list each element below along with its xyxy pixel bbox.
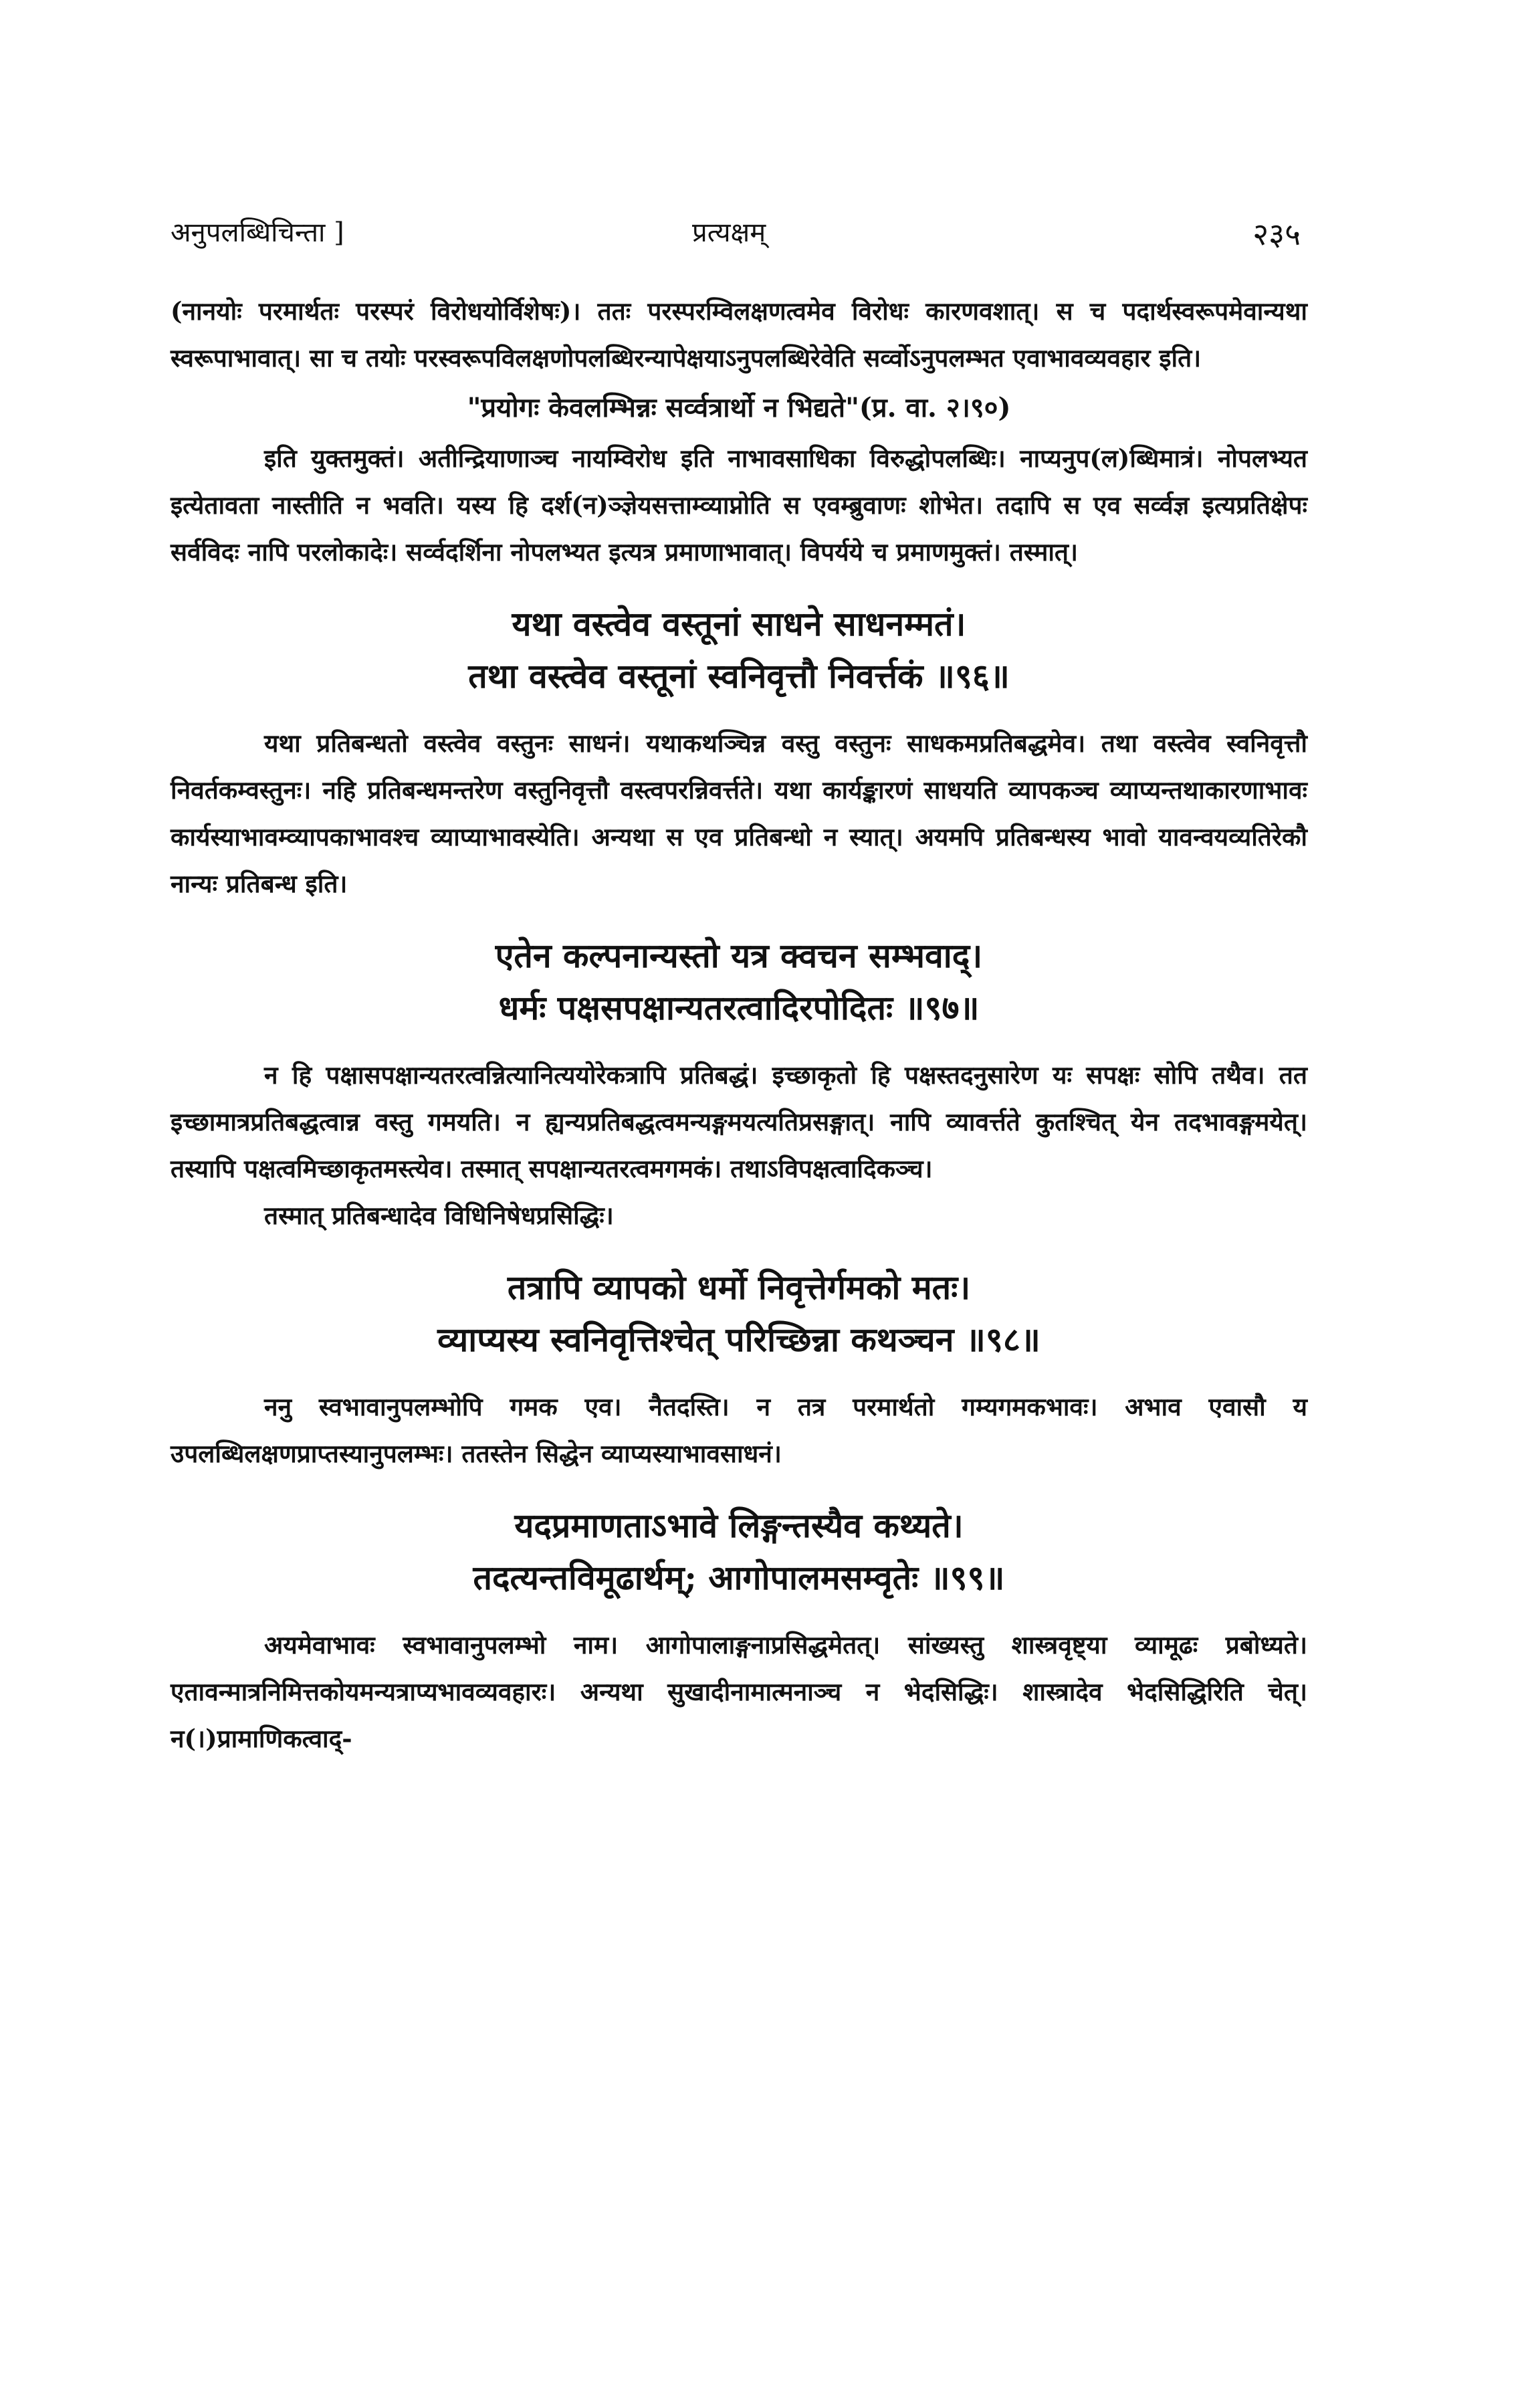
verse-line: तथा वस्त्वेव वस्तूनां स्वनिवृत्तौ निवर्त्तकं ॥९६॥	[468, 656, 1010, 696]
commentary-paragraph: ननु स्वभावानुपलम्भोपि गमक एव। नैतदस्ति। न तत्र परमार्थतो गम्यगमकभावः। अभाव एवासौ य उपलब्धिलक्षणप्राप्तस्यानुपलम्भः। ततस्तेन सिद्धेन व्याप्यस्याभावसाधनं।	[171, 1392, 1307, 1468]
page-number: २३५	[1252, 216, 1301, 252]
verse-line: धर्मः पक्षसपक्षान्यतरत्वादिरपोदितः ॥९७॥	[498, 988, 980, 1027]
commentary-paragraph: इति युक्तमुक्तं। अतीन्द्रियाणाञ्च नायम्विरोध इति नाभावसाधिका विरुद्धोपलब्धिः। नाप्यनुप(ल)ब्धिमात्रं। नोपलभ्यत इत्येतावता नास्तीति न भवति। यस्य हि दर्श(न)ञ्ज्ञेयसत्ताम्व्याप्नोति स एवम्ब्रुवाणः शोभेत। तदापि स एव सर्व्वज्ञ इत्यप्रतिक्षेपः सर्वविदः नापि परलोकादेः। सर्व्वदर्शिना नोपलभ्यत इत्यत्र प्रमाणाभावात्। विपर्यये च प्रमाणमुक्तं। तस्मात्।	[171, 443, 1307, 567]
quoted-verse: "प्रयोगः केवलम्भिन्नः सर्व्वत्रार्थो न भिद्यते"(प्र. वा. २।९०)	[467, 392, 1011, 423]
page-body	[171, 288, 1307, 1762]
commentary-paragraph: यथा प्रतिबन्धतो वस्त्वेव वस्तुनः साधनं। यथाकथञ्चिन्न वस्तु वस्तुनः साधकमप्रतिबद्धमेव। तथा वस्त्वेव स्वनिवृत्तौ निवर्तकम्वस्तुनः। नहि प्रतिबन्धमन्तरेण वस्तुनिवृत्तौ वस्त्वपरन्निवर्त्तते। यथा कार्यङ्कारणं साधयति व्यापकञ्च व्याप्यन्तथाकारणाभावः कार्यस्याभावम्व्यापकाभावश्च व्याप्याभावस्येति। अन्यथा स एव प्रतिबन्धो न स्यात्। अयमपि प्रतिबन्धस्य भावो यावन्वयव्यतिरेकौ नान्यः प्रतिबन्ध इति।	[171, 728, 1307, 898]
karika-verse	[171, 598, 1307, 702]
verse-line: एतेन कल्पनान्यस्तो यत्र क्वचन सम्भवाद्।	[495, 936, 983, 975]
commentary-paragraph: तस्मात् प्रतिबन्धादेव विधिनिषेधप्रसिद्धिः।	[264, 1201, 614, 1230]
commentary-paragraph: अयमेवाभावः स्वभावानुपलम्भो नाम। आगोपालाङ्गनाप्रसिद्धमेतत्। सांख्यस्तु शास्त्रवृष्ट्या व्यामूढः प्रबोध्यते। एतावन्मात्रनिमित्तकोयमन्यत्राप्यभावव्यवहारः। अन्यथा सुखादीनामात्मनाञ्च न भेदसिद्धिः। शास्त्रादेव भेदसिद्धिरिति चेत्। न(।)प्रामाणिकत्वाद्-	[171, 1630, 1307, 1753]
verse-line: व्याप्यस्य स्वनिवृत्तिश्चेत् परिच्छिन्ना कथञ्चन ॥९८॥	[437, 1320, 1040, 1359]
verse-line: तदत्यन्तविमूढार्थम्; आगोपालमसम्वृतेः ॥९९॥	[473, 1558, 1005, 1597]
verse-line: यदप्रमाणताऽभावे लिङ्गन्तस्यैव कथ्यते।	[514, 1506, 964, 1545]
karika-verse	[171, 930, 1307, 1034]
karika-verse	[171, 1500, 1307, 1604]
commentary-paragraph: न हि पक्षासपक्षान्यतरत्वन्नित्यानित्ययोरेकत्रापि प्रतिबद्धं। इच्छाकृतो हि पक्षस्तदनुसारेण यः सपक्षः सोपि तथैव। तत इच्छामात्रप्रतिबद्धत्वान्न वस्तु गमयति। न ह्यन्यप्रतिबद्धत्वमन्यङ्गमयत्यतिप्रसङ्गात्। नापि व्यावर्त्तते कुतश्चित् येन तदभावङ्गमयेत्। तस्यापि पक्षत्वमिच्छाकृतमस्त्येव। तस्मात् सपक्षान्यतरत्वमगमकं। तथाऽविपक्षत्वादिकञ्च।	[171, 1060, 1307, 1183]
running-header	[171, 213, 1301, 260]
verse-line: तत्रापि व्यापको धर्मो निवृत्तेर्गमको मतः।	[507, 1268, 971, 1307]
karika-verse	[171, 1262, 1307, 1366]
header-chapter-title: प्रत्यक्षम्	[692, 217, 766, 248]
header-section-title: अनुपलब्धिचिन्ता ]	[171, 217, 344, 248]
commentary-paragraph: (नानयोः परमार्थतः परस्परं विरोधयोर्विशेषः)। ततः परस्परम्विलक्षणत्वमेव विरोधः कारणवशात्। स च पदार्थस्वरूपमेवान्यथा स्वरूपाभावात्। सा च तयोः परस्वरूपविलक्षणोपलब्धिरन्यापेक्षयाऽनुपलब्धिरेवेति सर्व्वोऽनुपलम्भत एवाभावव्यवहार इति।	[171, 296, 1307, 373]
verse-line: यथा वस्त्वेव वस्तूनां साधने साधनम्मतं।	[512, 604, 966, 643]
